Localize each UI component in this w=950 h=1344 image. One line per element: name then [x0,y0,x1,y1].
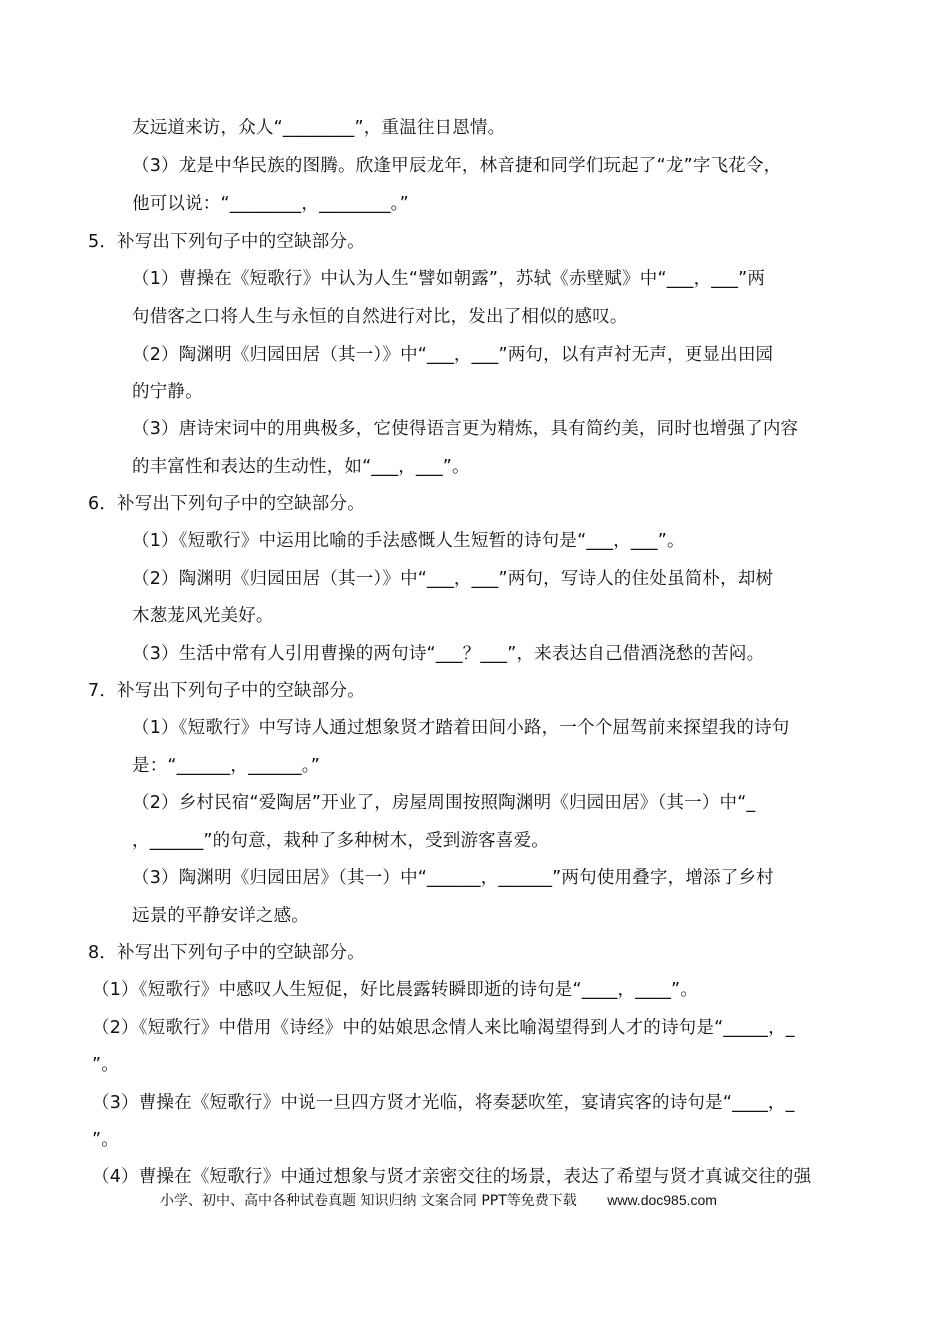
text-line: （2）《短歌行》中借用《诗经》中的姑娘思念情人来比喻渴望得到人才的诗句是“_____，_ [92,1018,795,1038]
text-line: （1）《短歌行》中运用比喻的手法感慨人生短暂的诗句是“___，___”。 [132,531,685,551]
text-line: （4）曹操在《短歌行》中通过想象与贤才亲密交往的场景，表达了希望与贤才真诚交往的强 [92,1167,812,1187]
text-line: ”。 [92,1130,119,1150]
text-line: 是：“______，______。” [132,756,320,776]
text-line: 他可以说：“________，________。” [132,194,409,214]
text-line: （1）《短歌行》中感叹人生短促，好比晨露转瞬即逝的诗句是“____，____”。 [92,980,699,1000]
text-line: 的宁静。 [132,382,203,402]
text-line: 友远道来访，众人“________”，重温往日恩情。 [132,118,506,138]
question-7-heading: 7．补写出下列句子中的空缺部分。 [88,681,365,701]
text-line: （1）《短歌行》中写诗人通过想象贤才踏着田间小路，一个个屈驾前来探望我的诗句 [132,718,790,738]
text-line: （1）曹操在《短歌行》中认为人生“譬如朝露”，苏轼《赤壁赋》中“___，___”两 [132,269,766,289]
text-line: （3）唐诗宋词中的用典极多，它使得语言更为精炼，具有简约美，同时也增强了内容 [132,419,799,439]
text-line: 句借客之口将人生与永恒的自然进行对比，发出了相似的感叹。 [132,307,628,327]
question-6-heading: 6．补写出下列句子中的空缺部分。 [88,494,365,514]
footer-url[interactable]: www.doc985.com [607,1192,717,1208]
text-line: （3）生活中常有人引用曹操的两句诗“___？___”，来表达自己借酒浇愁的苦闷。 [132,644,765,664]
text-line: 的丰富性和表达的生动性，如“___，___”。 [132,457,470,477]
question-5-heading: 5．补写出下列句子中的空缺部分。 [88,232,365,252]
text-line: 木葱茏风光美好。 [132,606,274,626]
text-line: （3）陶渊明《归园田居》（其一）中“______，______”两句使用叠字，增添了乡村 [132,868,774,888]
text-line: （2）陶渊明《归园田居（其一）》中“___，___”两句，写诗人的住处虽简朴，却树 [132,569,774,589]
question-8-heading: 8．补写出下列句子中的空缺部分。 [88,943,365,963]
text-line: 远景的平静安详之感。 [132,906,309,926]
text-line: ，______”的句意，栽种了多种树木，受到游客喜爱。 [132,831,549,851]
footer-text: 小学、初中、高中各种试卷真题 知识归纳 文案合同 PPT等免费下载 [160,1193,577,1209]
text-line: ”。 [92,1055,119,1075]
text-line: （2）陶渊明《归园田居（其一）》中“___，___”两句，以有声衬无声，更显出田园 [132,345,774,365]
page-footer [160,1189,717,1212]
text-line: （2）乡村民宿“爱陶居”开业了，房屋周围按照陶渊明《归园田居》（其一）中“_ [132,793,756,813]
text-line: （3）龙是中华民族的图腾。欣逢甲辰龙年，林音捷和同学们玩起了“龙”字飞花令， [132,156,782,176]
text-line: （3）曹操在《短歌行》中说一旦四方贤才光临，将奏瑟吹笙，宴请宾客的诗句是“____，_ [92,1093,795,1113]
